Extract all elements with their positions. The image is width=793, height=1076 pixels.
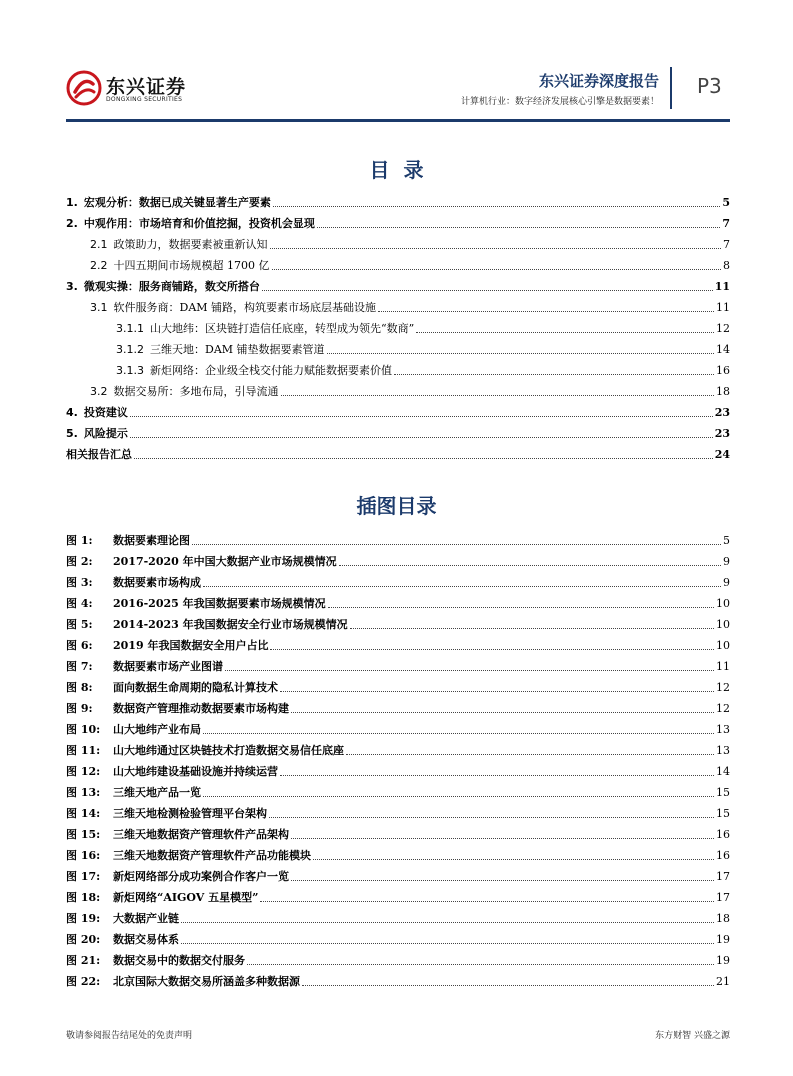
- entry-number: 图 16:: [66, 849, 101, 862]
- figure-entry[interactable]: [66, 905, 730, 926]
- entry-page: 12: [716, 681, 730, 694]
- entry-number: 图 21:: [66, 954, 101, 967]
- entry-leader: [378, 311, 714, 312]
- entry-title: 面向数据生命周期的隐私计算技术: [113, 681, 278, 694]
- toc-entry[interactable]: [66, 336, 730, 357]
- entry-title: 北京国际大数据交易所涵盖多种数据源: [113, 975, 300, 988]
- figure-entry[interactable]: [66, 758, 730, 779]
- entry-page: 19: [716, 954, 730, 967]
- entry-number: 2.1: [90, 238, 108, 251]
- toc-list: [66, 189, 730, 462]
- entry-number: 2.: [66, 217, 78, 230]
- entry-leader: [260, 901, 714, 902]
- entry-leader: [247, 964, 714, 965]
- entry-leader: [262, 290, 713, 291]
- entry-leader: [281, 395, 715, 396]
- entry-title: 中观作用：市场培育和价值挖掘，投资机会显现: [83, 217, 315, 230]
- entry-title: 新炬网络部分成功案例合作客户一览: [113, 870, 289, 883]
- entry-number: 图 18:: [66, 891, 101, 904]
- entry-number: 图 3:: [66, 576, 93, 589]
- entry-leader: [394, 374, 714, 375]
- entry-title: 2016-2025 年我国数据要素市场规模情况: [113, 597, 326, 610]
- entry-leader: [350, 628, 714, 629]
- entry-number: 3.2: [90, 385, 108, 398]
- entry-title: 新炬网络“AIGOV 五星模型”: [113, 891, 259, 904]
- entry-page: 14: [716, 343, 730, 356]
- entry-title: 十四五期间市场规模超 1700 亿: [113, 259, 270, 272]
- entry-page: 7: [722, 217, 730, 230]
- entry-number: 图 1:: [66, 534, 93, 547]
- entry-page: 10: [716, 639, 730, 652]
- entry-title: 政策助力，数据要素被重新认知: [113, 238, 268, 251]
- entry-title: 山大地纬：区块链打造信任底座，转型成为领先“数商”: [150, 322, 415, 335]
- footer-disclaimer: 敬请参阅报告结尾处的免责声明: [66, 1031, 193, 1041]
- entry-number: 图 15:: [66, 828, 101, 841]
- entry-leader: [270, 248, 722, 249]
- entry-page: 21: [716, 975, 730, 988]
- figure-entry[interactable]: [66, 863, 730, 884]
- entry-number: 图 9:: [66, 702, 93, 715]
- page-header: [0, 0, 793, 125]
- entry-leader: [203, 586, 721, 587]
- entry-leader: [291, 880, 714, 881]
- report-title: 东兴证券深度报告: [538, 72, 659, 90]
- entry-leader: [328, 607, 714, 608]
- entry-number: 3.1: [90, 301, 108, 314]
- entry-page: 12: [716, 702, 730, 715]
- entry-number: 5.: [66, 427, 78, 440]
- entry-title: 2017-2020 年中国大数据产业市场规模情况: [113, 555, 337, 568]
- entry-number: 图 19:: [66, 912, 101, 925]
- entry-title: 山大地纬建设基础设施并持续运营: [113, 765, 278, 778]
- entry-title: 相关报告汇总: [66, 448, 132, 461]
- toc-entry[interactable]: [66, 441, 730, 462]
- toc-entry[interactable]: [66, 420, 730, 441]
- entry-number: 图 6:: [66, 639, 93, 652]
- entry-number: 图 14:: [66, 807, 101, 820]
- entry-title: 数据要素理论图: [113, 534, 190, 547]
- entry-title: 数据交易所：多地布局，引导流通: [113, 385, 279, 398]
- entry-title: 风险提示: [83, 427, 128, 440]
- toc-entry[interactable]: [66, 378, 730, 399]
- entry-title: 数据要素市场产业图谱: [113, 660, 223, 673]
- entry-page: 16: [716, 364, 730, 377]
- figure-entry[interactable]: [66, 611, 730, 632]
- toc-entry[interactable]: [66, 189, 730, 210]
- entry-number: 图 5:: [66, 618, 93, 631]
- figure-entry[interactable]: [66, 653, 730, 674]
- entry-title: 三维天地数据资产管理软件产品架构: [113, 828, 289, 841]
- figure-entry[interactable]: [66, 674, 730, 695]
- entry-page: 13: [716, 744, 730, 757]
- entry-title: 山大地纬产业布局: [113, 723, 201, 736]
- entry-leader: [134, 458, 713, 459]
- company-logo: [66, 70, 190, 110]
- entry-number: 图 10:: [66, 723, 101, 736]
- entry-title: 山大地纬通过区块链技术打造数据交易信任底座: [113, 744, 344, 757]
- entry-title: 软件服务商：DAM 铺路，构筑要素市场底层基础设施: [113, 301, 377, 314]
- entry-number: 图 20:: [66, 933, 101, 946]
- entry-number: 3.1.3: [116, 364, 144, 377]
- entry-title: 三维天地检测检验管理平台架构: [113, 807, 267, 820]
- entry-page: 14: [716, 765, 730, 778]
- brand-name-cn: 东兴证券: [106, 76, 187, 98]
- entry-page: 10: [716, 597, 730, 610]
- entry-page: 15: [716, 786, 730, 799]
- entry-leader: [416, 332, 714, 333]
- entry-leader: [313, 859, 714, 860]
- figure-entry[interactable]: [66, 737, 730, 758]
- entry-title: 2019 年我国数据安全用户占比: [113, 639, 269, 652]
- toc-entry[interactable]: [66, 357, 730, 378]
- entry-leader: [130, 416, 713, 417]
- entry-number: 图 17:: [66, 870, 101, 883]
- entry-leader: [225, 670, 714, 671]
- entry-title: 大数据产业链: [113, 912, 179, 925]
- entry-number: 图 22:: [66, 975, 101, 988]
- entry-leader: [280, 775, 714, 776]
- figure-entry[interactable]: [66, 716, 730, 737]
- toc-entry[interactable]: [66, 294, 730, 315]
- entry-leader: [291, 838, 714, 839]
- entry-number: 图 13:: [66, 786, 101, 799]
- report-subtitle: 计算机行业：数字经济发展核心引擎是数据要素！: [460, 97, 659, 107]
- entry-page: 11: [714, 280, 730, 293]
- entry-leader: [130, 437, 713, 438]
- figure-entry[interactable]: [66, 968, 730, 989]
- entry-page: 18: [716, 912, 730, 925]
- figure-entry[interactable]: [66, 548, 730, 569]
- entry-title: 数据交易体系: [113, 933, 179, 946]
- entry-page: 16: [716, 849, 730, 862]
- entry-leader: [339, 565, 721, 566]
- entry-page: 5: [723, 534, 730, 547]
- entry-title: 三维天地：DAM 铺垫数据要素管道: [150, 343, 325, 356]
- entry-page: 23: [714, 406, 730, 419]
- entry-leader: [270, 649, 714, 650]
- toc-entry[interactable]: [66, 210, 730, 231]
- entry-leader: [269, 817, 714, 818]
- entry-title: 数据要素市场构成: [113, 576, 201, 589]
- entry-page: 17: [716, 891, 730, 904]
- figure-entry[interactable]: [66, 926, 730, 947]
- entry-page: 15: [716, 807, 730, 820]
- figure-entry[interactable]: [66, 590, 730, 611]
- entry-number: 3.1.1: [116, 322, 144, 335]
- entry-leader: [181, 922, 714, 923]
- toc-entry[interactable]: [66, 231, 730, 252]
- figure-entry[interactable]: [66, 842, 730, 863]
- figure-entry[interactable]: [66, 569, 730, 590]
- figure-list: [66, 527, 730, 989]
- figure-entry[interactable]: [66, 632, 730, 653]
- entry-title: 三维天地数据资产管理软件产品功能模块: [113, 849, 311, 862]
- figure-entry[interactable]: [66, 947, 730, 968]
- figure-list-title: 插图目录: [356, 494, 437, 518]
- toc-entry[interactable]: [66, 399, 730, 420]
- entry-leader: [203, 733, 714, 734]
- entry-number: 图 11:: [66, 744, 101, 757]
- entry-page: 18: [716, 385, 730, 398]
- entry-number: 1.: [66, 196, 78, 209]
- entry-page: 7: [723, 238, 730, 251]
- entry-number: 图 7:: [66, 660, 93, 673]
- entry-page: 9: [723, 555, 730, 568]
- entry-page: 16: [716, 828, 730, 841]
- entry-title: 三维天地产品一览: [113, 786, 201, 799]
- toc-entry[interactable]: [66, 315, 730, 336]
- page-number: P3: [697, 74, 722, 98]
- figure-entry[interactable]: [66, 884, 730, 905]
- figure-entry[interactable]: [66, 527, 730, 548]
- entry-leader: [272, 269, 722, 270]
- entry-title: 数据资产管理推动数据要素市场构建: [113, 702, 289, 715]
- entry-number: 图 4:: [66, 597, 93, 610]
- entry-leader: [291, 712, 714, 713]
- dongxing-logo-icon: [66, 70, 102, 106]
- entry-leader: [346, 754, 714, 755]
- entry-page: 19: [716, 933, 730, 946]
- entry-leader: [181, 943, 714, 944]
- entry-leader: [302, 985, 714, 986]
- entry-page: 23: [714, 427, 730, 440]
- entry-number: 3.1.2: [116, 343, 144, 356]
- footer-slogan: 东方财智 兴盛之源: [655, 1031, 730, 1041]
- brand-name-en: DONGXING SECURITIES: [106, 96, 183, 103]
- entry-page: 11: [716, 301, 730, 314]
- entry-number: 2.2: [90, 259, 108, 272]
- entry-title: 微观实操：服务商铺路，数交所搭台: [83, 280, 260, 293]
- entry-leader: [192, 544, 721, 545]
- entry-title: 投资建议: [83, 406, 128, 419]
- figure-entry[interactable]: [66, 695, 730, 716]
- header-divider: [670, 67, 672, 109]
- figure-entry[interactable]: [66, 821, 730, 842]
- entry-page: 5: [722, 196, 730, 209]
- entry-page: 8: [723, 259, 730, 272]
- entry-number: 4.: [66, 406, 78, 419]
- toc-title: 目录: [369, 158, 438, 182]
- entry-page: 17: [716, 870, 730, 883]
- entry-page: 24: [714, 448, 730, 461]
- entry-number: 3.: [66, 280, 78, 293]
- entry-number: 图 2:: [66, 555, 93, 568]
- entry-leader: [317, 227, 721, 228]
- entry-page: 13: [716, 723, 730, 736]
- toc-entry[interactable]: [66, 252, 730, 273]
- entry-title: 2014-2023 年我国数据安全行业市场规模情况: [113, 618, 348, 631]
- entry-page: 9: [723, 576, 730, 589]
- entry-page: 12: [716, 322, 730, 335]
- entry-leader: [327, 353, 714, 354]
- entry-title: 宏观分析：数据已成关键显著生产要素: [83, 196, 271, 209]
- figure-entry[interactable]: [66, 800, 730, 821]
- entry-leader: [280, 691, 714, 692]
- entry-leader: [203, 796, 714, 797]
- figure-entry[interactable]: [66, 779, 730, 800]
- entry-page: 11: [716, 660, 730, 673]
- entry-title: 数据交易中的数据交付服务: [113, 954, 245, 967]
- entry-leader: [273, 206, 721, 207]
- header-rule: [66, 119, 730, 122]
- entry-number: 图 8:: [66, 681, 93, 694]
- entry-page: 10: [716, 618, 730, 631]
- entry-title: 新炬网络：企业级全栈交付能力赋能数据要素价值: [150, 364, 392, 377]
- toc-entry[interactable]: [66, 273, 730, 294]
- entry-number: 图 12:: [66, 765, 101, 778]
